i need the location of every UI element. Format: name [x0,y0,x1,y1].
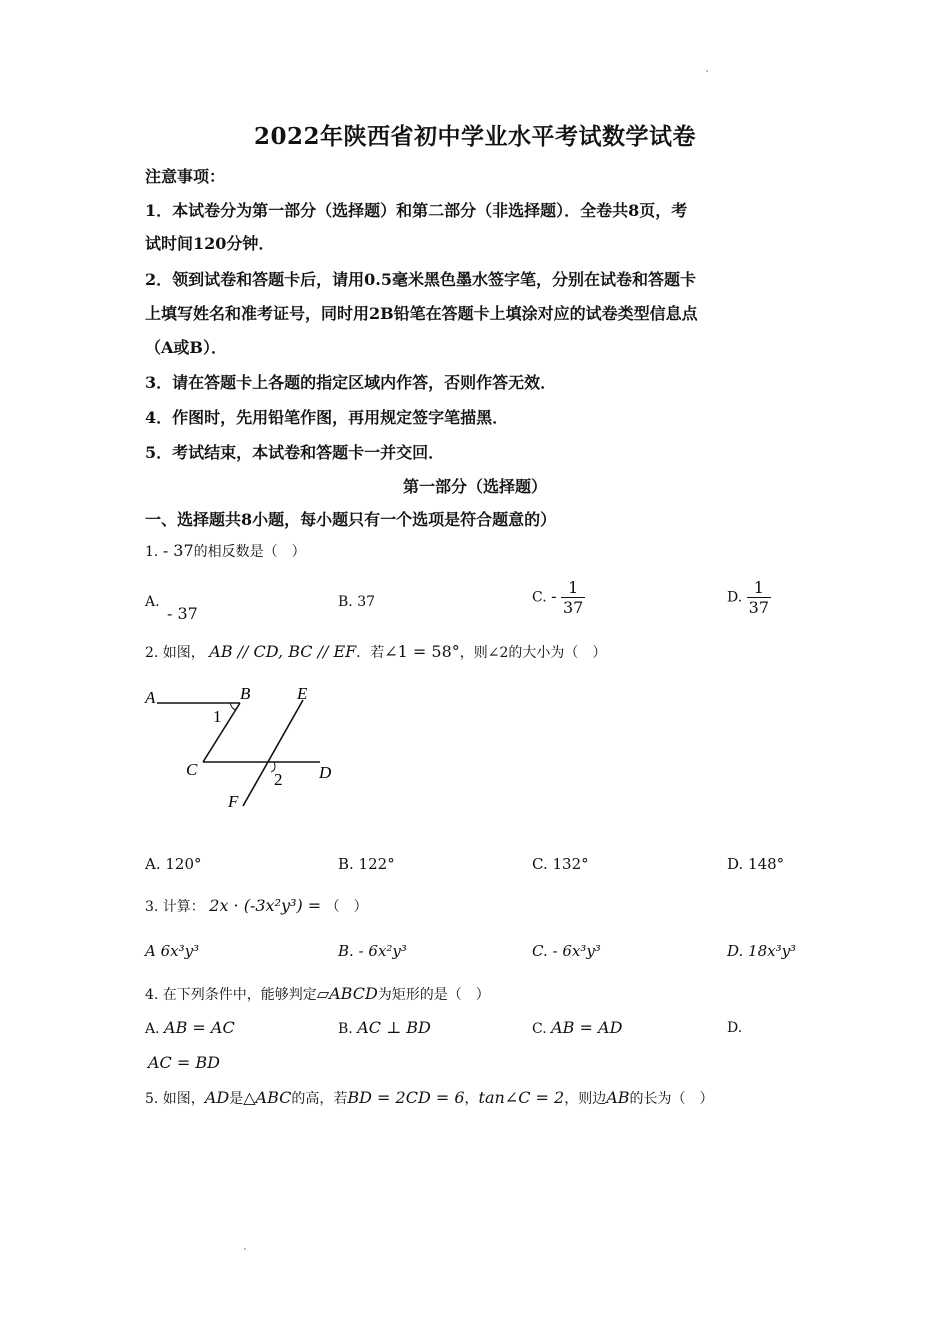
q3-option-b[interactable]: B. - 6x²y³ [338,942,407,960]
speck-top [706,70,708,72]
q2-tail: ，则∠2的大小为（ ） [459,645,607,661]
q1-option-a[interactable] [145,594,160,610]
angle-1-arc [230,703,236,709]
label-c: C [186,760,198,779]
q4-b-label: B. [338,1021,353,1037]
q4-c-value: AB = AD [551,1018,623,1037]
q1-c-label: C. [532,589,547,606]
q4-text-pre: 4. 在下列条件中，能够判定 [145,987,317,1003]
q1-option-b[interactable]: B. 37 [338,594,376,610]
note-line-4: 上填写姓名和准考证号，同时用2B铅笔在答题卡上填涂对应的试卷类型信息点 [145,304,698,323]
q2-mid: ．若 [356,645,385,661]
q4-d-value[interactable]: AC = BD [148,1053,220,1072]
q3-option-d[interactable]: D. 18x³y³ [727,942,797,960]
q5-bd-cd: BD = 2CD = 6 [347,1088,465,1107]
q2-angle: ∠1 = 58° [384,642,460,661]
q3-option-c[interactable]: C. - 6x³y³ [532,942,601,960]
q3-option-a[interactable]: A 6x³y³ [145,942,200,960]
q1-d-label: D. [727,589,743,606]
q1-number: 1. [145,544,159,560]
label-f: F [228,792,239,811]
q2-option-c[interactable]: C. 132° [532,855,589,873]
q4-shape: ▱ABCD [316,984,378,1003]
question-2 [145,642,606,662]
q4-text-post: 为矩形的是（ ） [377,987,490,1003]
q5-comma: ， [464,1091,479,1107]
question-3 [145,896,368,916]
q1-c-numerator: 1 [561,578,585,598]
q5-is: 是 [229,1091,244,1107]
q4-option-d[interactable]: D. [727,1020,743,1036]
q3-number: 3. 计算： [145,899,205,915]
question-1 [145,541,306,561]
line-bc [203,703,240,762]
note-line-3: 2．领到试卷和答题卡后，请用0.5毫米黑色墨水签字笔，分别在试卷和答题卡 [145,270,696,289]
exam-title: 2022年陕西省初中学业水平考试数学试卷 [253,123,696,150]
label-d: D [319,763,332,782]
label-e: E [297,684,308,703]
section-heading: 一、选择题共8小题，每小题只有一个选项是符合题意的） [145,510,557,529]
note-line-1: 1．本试卷分为第一部分（选择题）和第二部分（非选择题）．全卷共8页，考 [145,201,688,220]
note-line-5: （A或B）． [145,338,227,357]
q2-option-a[interactable]: A. 120° [145,855,202,873]
q4-a-label: A. [145,1021,160,1037]
q5-triangle: △ABC [243,1088,292,1107]
q4-option-a[interactable] [145,1018,235,1037]
q1-text: 的相反数是（ ） [193,544,306,560]
q2-condition: AB // CD, BC // EF [209,642,357,661]
q4-option-b[interactable] [338,1018,431,1037]
note-line-6: 3．请在答题卡上各题的指定区域内作答，否则作答无效． [145,373,557,392]
q4-option-c[interactable] [532,1018,622,1037]
q1-a-value: - 37 [167,604,198,623]
q4-c-label: C. [532,1021,547,1037]
q5-height: 的高，若 [291,1091,348,1107]
q1-c-sign: - [551,586,557,606]
q1-option-c[interactable] [532,578,585,617]
question-5 [145,1088,714,1108]
q5-tan: tan∠C = 2 [478,1088,565,1107]
note-line-8: 5．考试结束，本试卷和答题卡一并交回． [145,443,445,462]
line-ef [243,700,303,806]
q1-a-label: A. [145,594,160,610]
q5-tail: 的长为（ ） [629,1091,714,1107]
label-b: B [240,684,251,703]
q1-option-d[interactable] [727,578,771,617]
q2-number: 2. 如图， [145,645,205,661]
q1-d-fraction [747,578,771,617]
q2-option-b[interactable]: B. 122° [338,855,395,873]
q1-c-fraction [561,578,585,617]
q4-a-value: AB = AC [164,1018,235,1037]
note-line-2: 试时间120分钟． [145,234,275,253]
q5-side: ，则边 [564,1091,607,1107]
speck-bottom [244,1248,246,1250]
part1-title: 第一部分（选择题） [402,477,547,496]
q1-c-denominator: 37 [562,598,584,617]
note-line-7: 4．作图时，先用铅笔作图，再用规定签字笔描黑． [145,408,509,427]
label-angle-1: 1 [213,707,222,726]
question-4 [145,984,490,1004]
q5-text: 5. 如图， [145,1091,205,1107]
q2-figure [140,676,350,816]
q3-tail: （ ） [325,899,368,915]
q1-expression: - 37 [162,541,194,560]
q5-ad: AD [204,1088,230,1107]
q4-b-value: AC ⊥ BD [357,1018,431,1037]
label-a: A [145,688,156,707]
q3-expression: 2x · (-3x²y³) = [209,896,322,915]
label-angle-2: 2 [274,770,283,789]
q1-d-numerator: 1 [747,578,771,598]
q1-d-denominator: 37 [748,598,769,617]
q2-option-d[interactable]: D. 148° [727,855,785,873]
q5-ab: AB [606,1088,630,1107]
notes-heading: 注意事项： [145,167,226,186]
